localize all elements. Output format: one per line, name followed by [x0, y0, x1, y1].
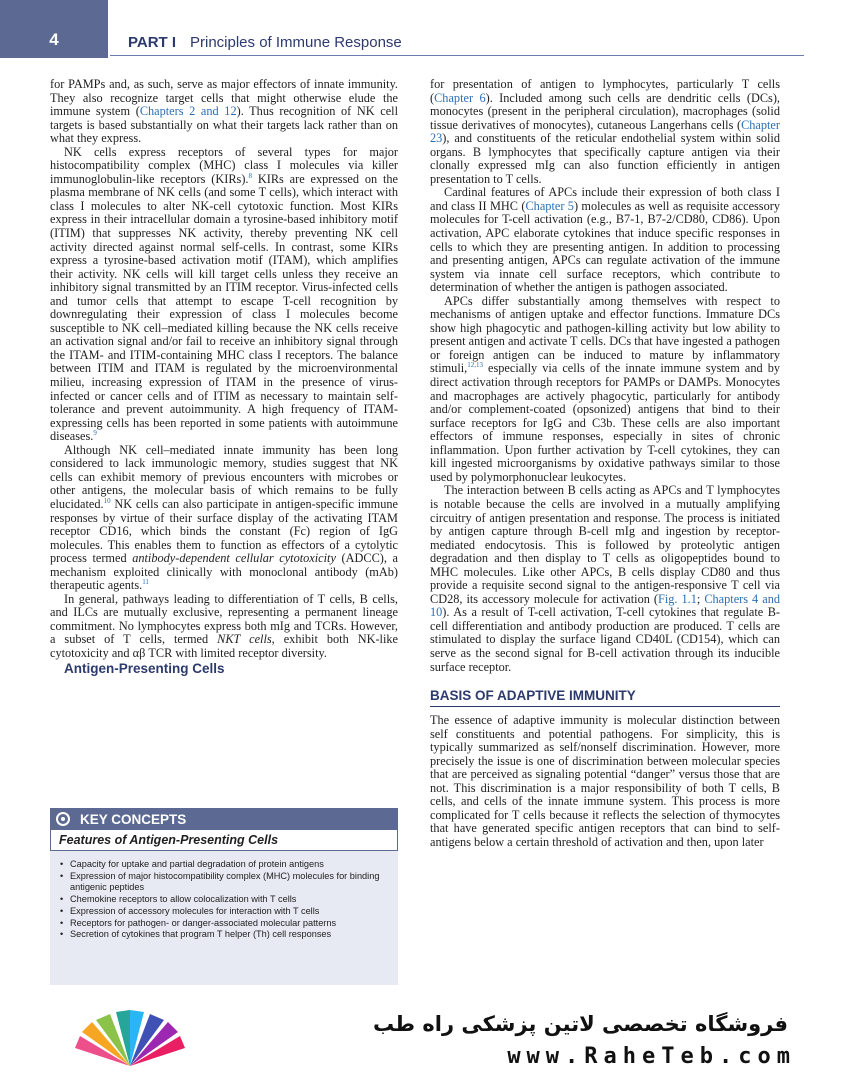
chapter-link[interactable]: Chapters 4 and 10 — [430, 591, 780, 620]
key-concepts-label: KEY CONCEPTS — [80, 811, 187, 827]
list-item: • Expression of major histocompatibility complex (MHC) molecules for binding antigenic peptides — [60, 871, 390, 894]
text: ). As a result of T-cell activation, T-cell cytokines that regulate B-cell differentiation and antibody production are produced. T cells are stimulated to display the surface ligand CD40L (CD154), which can serve as the second signal for B-cell activation through its inducible surface receptor. — [430, 605, 780, 674]
right-paragraph-2 — [430, 186, 780, 294]
book-logo-icon — [70, 1008, 190, 1074]
key-concepts-header — [50, 808, 398, 830]
key-concepts-subtitle: Features of Antigen-Presenting Cells — [50, 830, 398, 850]
chapter-link[interactable]: Chapter 6 — [434, 90, 486, 105]
text: NK cells express receptors of several types for major histocompatibility complex (MHC) class I molecules via killer immunoglobulin-like receptors (KIRs). — [50, 144, 398, 186]
list-item: • Chemokine receptors to allow colocalization with T cells — [60, 894, 390, 906]
text: especially via cells of the innate immune system and by direct activation through receptors for PAMPs or DAMPs. Monocytes and macrophages are actively phagocytic, particularly for antibody and/or complement-coated (opsonized) antigens that bind to their surface receptors for IgG and C3b. These cells are also important effectors of immune responses, especially in sites of chronic inflammation. Upon further activation by T-cell cytokines, they can kill ingested microorganisms by oxidative pathways similar to those used by polymorphonuclear leukocytes. — [430, 361, 780, 484]
target-icon — [56, 812, 70, 826]
emphasis-term: NKT cells — [217, 632, 272, 647]
text: ). Thus recognition of NK cell targets is based substantially on what their targets lack rather than on what they express. — [50, 104, 398, 146]
header-rule — [110, 55, 804, 56]
text: The interaction between B cells acting as APCs and T lymphocytes is notable because the cells are involved in a mutually amplifying circuitry of antigen presentation and response. The process is initiated by antigen capture through B-cell mIg and ingestion by receptor-mediated endocytosis. This is followed by proteolytic antigen degradation and then display to T cells as oligopeptides bound to MHC molecules. Like other APCs, B cells display CD80 and thus provide a requisite second signal to the antigen-responsive T cell via CD28, its accessory molecule for activation ( — [430, 483, 780, 606]
text: In general, pathways leading to differentiation of T cells, B cells, and ILCs are mutually exclusive, representing a permanent lineage commitment. No lymphocytes express both mIg and TCRs. However, a subset of T cells, termed — [50, 591, 398, 647]
list-item: • Receptors for pathogen- or danger-associated molecular patterns — [60, 918, 390, 930]
text: , exhibit both NK-like cytotoxicity and αβ TCR with limited receptor diversity. — [50, 632, 398, 660]
watermark-footer — [0, 998, 844, 1080]
text: NK cells can also participate in antigen-specific immune responses by virtue of their surface display of the activating ITAM receptor CD16, which binds the constant (Fc) region of IgG molecules. This enables them to function as effectors of a cytolytic process termed — [50, 496, 398, 566]
right-paragraph-4 — [430, 484, 780, 674]
text: for PAMPs and, as such, serve as major effectors of innate immunity. They also recognize target cells that might otherwise elude the immune system ( — [50, 77, 398, 119]
key-concepts-list — [50, 850, 398, 941]
text: ; — [696, 591, 705, 606]
text: Although NK cell–mediated innate immunity has been long considered to lack immunologic memory, studies suggest that NK cells can exhibit memory of previous encounters with microbes or other antigens, the molecular basis of which remains to be fully elucidated. — [50, 442, 398, 511]
section-subheading: Antigen-Presenting Cells — [64, 660, 225, 676]
figure-link[interactable]: Fig. 1.1 — [658, 591, 697, 606]
chapter-link[interactable]: Chapter 5 — [525, 198, 574, 213]
right-paragraph-3 — [430, 295, 780, 485]
left-column — [50, 78, 398, 676]
text: (ADCC), a mechanism exploited clinically with monoclonal antibody (mAb) therapeutic agents. — [50, 551, 398, 593]
text: for presentation of antigen to lymphocytes, particularly T cells ( — [430, 77, 780, 105]
reference-link[interactable]: 8 — [248, 171, 252, 180]
key-concepts-box — [50, 808, 398, 985]
reference-link[interactable]: 9 — [93, 429, 97, 438]
reference-link[interactable]: 10 — [103, 496, 111, 505]
running-title: Principles of Immune Response — [190, 34, 402, 51]
right-column — [430, 78, 780, 850]
left-paragraph-3 — [50, 444, 398, 593]
right-paragraph-5: The essence of adaptive immunity is molecular distinction between self constituents and potential pathogens. For simplicity, this is typically summarized as self/nonself discrimination. However, more precisely the issue is one of discrimination between molecular species that are perceived as signaling potential “danger” versus those that are not. This discrimination is a major responsibility of both T cells, B cells, and cells of the innate immune system. This process is more complicated for T cells because it reflects the selection of thymocytes that have generated specific antigen receptors that can bind to self-antigens below a certain threshold of activation and then, upon later — [430, 713, 780, 849]
chapter-link[interactable]: Chapters 2 and 12 — [139, 104, 237, 119]
right-paragraph-1 — [430, 78, 780, 186]
text: Cardinal features of APCs include their expression of both class I and class II MHC ( — [430, 185, 780, 213]
section-heading: BASIS OF ADAPTIVE IMMUNITY — [430, 688, 780, 707]
text: APCs differ substantially among themselves with respect to mechanisms of antigen uptake and effector functions. Immature DCs show high phagocytic and pathogen-killing activity but low ability to present antigen and activate T cells. DCs that have ingested a pathogen or foreign antigen can be induced to mature by inflammatory stimuli, — [430, 293, 780, 376]
left-paragraph-4 — [50, 593, 398, 661]
left-paragraph-2 — [50, 146, 398, 444]
text: ), and constituents of the reticular endothelial system within solid organs. B lymphocytes that specifically capture antigen via their clonally expressed mIg can also function efficiently in antigen presentation to T cells. — [430, 131, 780, 186]
text: ). Included among such cells are dendritic cells (DCs), monocytes (present in the peripheral circulation), macrophages (solid tissue derivatives of monocytes), cutaneous Langerhans cells ( — [430, 90, 780, 132]
part-label: PART I — [128, 34, 177, 51]
list-item: • Capacity for uptake and partial degradation of protein antigens — [60, 859, 390, 871]
text: KIRs are expressed on the plasma membrane of NK cells (and some T cells), which interact with class I molecules to alter NK-cell cytotoxic function. Most KIRs express in their intracellular domain a tyrosine-based inhibitory motif (ITIM) that suppresses NK activity, thereby preventing NK cell activity directed against normal self-cells. In contrast, some KIRs express a tyrosine-based activation motif (ITAM), which amplifies their activity. NK cells will kill target cells unless they receive an inhibitory signal transmitted by an ITIM receptor. Virus-infected cells and tumor cells that attempt to escape T-cell recognition by downregulating their expression of class I molecules become susceptible to NK cell–mediated killing because the NK cells receive an activation signal and/or fail to receive an inhibitory signal through the ITAM- and ITIM-containing MHC class I receptors. The balance between ITIM and ITAM is regulated by the microenvironmental milieu, increasing expression of ITAM in the presence of virus-infected or cancer cells and of ITIM as necessary to maintain self-tolerance and prevent autoimmunity. A high frequency of ITAM-expressing cells has been reported in some patients with autoimmune diseases. — [50, 171, 398, 444]
list-item: • Secretion of cytokines that program T helper (Th) cell responses — [60, 929, 390, 941]
list-item: • Expression of accessory molecules for interaction with T cells — [60, 906, 390, 918]
left-paragraph-1 — [50, 78, 398, 146]
store-name: فروشگاه تخصصی لاتین پزشکی راه طب — [373, 1012, 788, 1036]
website-url[interactable]: www.RaheTeb.com — [507, 1044, 796, 1069]
text: ) molecules as well as requisite accessory molecules for T-cell activation (e.g., B7-1, B7-2/CD80, CD86). Upon activation, APC elaborate cytokines that induce specific responses in cells to which they are presenting antigen. In addition to processing and presenting antigen, APCs can regulate activation of the immune system via innate cell surface receptors, which contribute to determination of whether the antigen is pathogen associated. — [430, 198, 780, 295]
page-number: 4 — [49, 30, 59, 49]
reference-link[interactable]: 12,13 — [467, 361, 483, 370]
reference-link[interactable]: 11 — [142, 578, 149, 587]
emphasis-term: antibody-dependent cellular cytotoxicity — [132, 551, 336, 566]
chapter-link[interactable]: Chapter 23 — [430, 117, 780, 146]
